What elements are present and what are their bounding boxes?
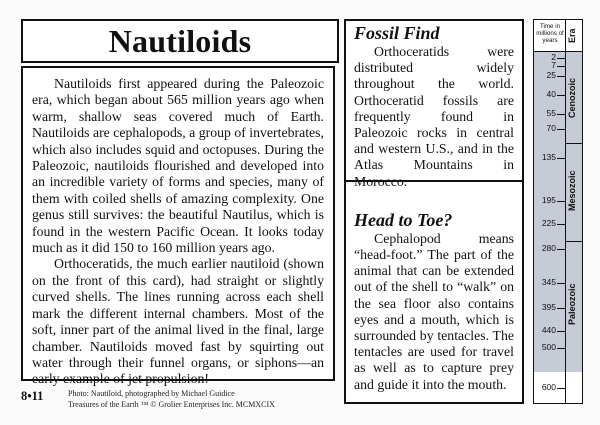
title-box [21,19,339,63]
era-header-label: Era [567,28,577,44]
main-paragraph-1: Nautiloids first appeared during the Paleozoic era, which began about 565 million years ago when warm, shallow seas covered much of Earth. Nautiloids are cephalopods, a group of invertebrates, which also includes squid and octopuses. During the Paleozoic, nautiloids flourished and developed into an incredible variety of forms and species, many of them with coiled shells of amazing complexity. One genus still survives: the beautiful Nautilus, which is found in the western Pacific Ocean. It looks today much as it did 150 to 160 million years ago. [32,76,324,256]
photo-credit: Photo: Nautiloid, photographed by Michael Guidice [68,389,235,398]
era-separator-2 [565,241,582,242]
timeline-axis [565,52,566,403]
main-paragraph-2: Orthoceratids, the much earlier nautiloid (shown on the front of this card), had straight or slightly curved shells. The lines running across each shell mark the different internal chambers. Most of the soft, inner part of the animal lived in the final, large chamber. Nautiloids moved fast by squirting out water through their funnel organs, or siphons—an early example of jet propulsion! [32,256,324,387]
card-title: Nautiloids [108,22,252,59]
time-header-label: Time in millions of years [536,23,564,44]
head-to-toe-heading: Head to Toe? [354,209,453,230]
head-to-toe-text: Cephalopod means “head-foot.” The part of the animal that can be extended out of the shell to “walk” on the sea floor also contains eyes and a mouth, which is surrounded by tentacles. The tentacles are used for travel as well as to capture prey and guide it into the mouth. [354,230,514,392]
main-text-box [21,66,335,387]
credits [68,389,275,410]
timeline-header [533,19,583,52]
era-separator-1 [565,143,582,144]
sidebar-box [344,19,524,404]
era-paleozoic: Paleozoic [567,283,577,325]
era-mesozoic: Mesozoic [567,170,577,212]
section-divider [346,180,522,182]
timeline-body: Cenozoic Mesozoic Paleozoic 2 7 25 40 55 70 135 195 225 280 345 395 440 500 600 [533,52,583,404]
copyright: Treasures of the Earth ™ © Grolier Enterprises Inc. MCMXCIX [68,399,275,409]
fossil-find-text: Orthoceratids were distributed widely throughout the world. Orthoceratid fossils are frequently found in Paleozoic rocks in central and western U.S., and in the Atlas Mountains in Morocco. [354,44,514,189]
geologic-timeline [533,19,583,404]
header-divider [565,20,566,53]
page-number: 8•11 [21,389,44,403]
era-cenozoic: Cenozoic [567,78,577,119]
fossil-find-heading: Fossil Find [354,23,440,43]
